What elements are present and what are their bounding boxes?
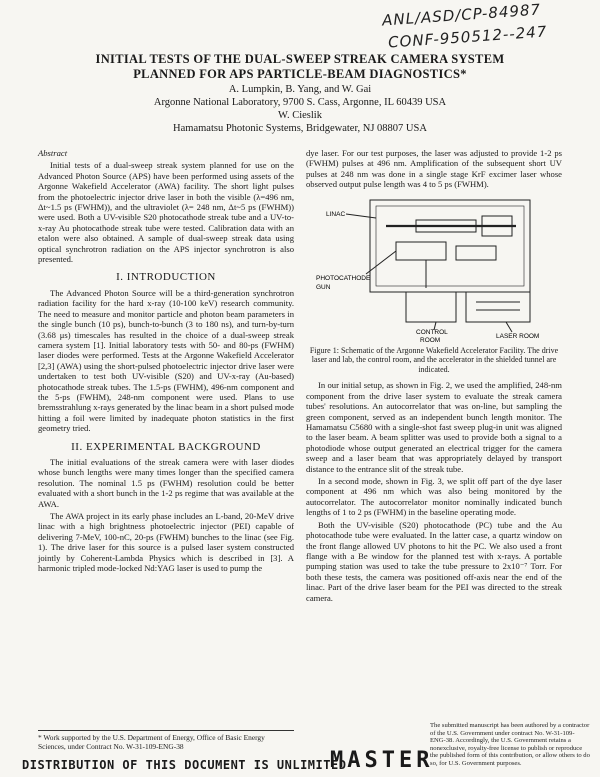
affiliation-hamamatsu: Hamamatsu Photonic Systems, Bridgewater, NJ 08807 USA bbox=[173, 123, 427, 134]
right-paragraph-1: dye laser. For our test purposes, the laser was adjusted to provide 1-2 ps (FWHM) pulses at 496 nm. Amplification of the subsequent short UV pulses at 248 nm was done in a single stage KrF excimer laser whose observed output pulse length was 4 to 5 ps (FWHM). bbox=[306, 148, 562, 190]
experimental-paragraph-1: The initial evaluations of the streak camera were with laser diodes whose bunch lengths were many times longer than the specified camera resolution. The nominal 1.5 ps (FWHM) resolution could be better evaluated with a short bunch in the 1-2 ps regime that was available at the AWA. bbox=[38, 456, 294, 509]
label-room: ROOM bbox=[420, 336, 441, 344]
label-gun: GUN bbox=[316, 283, 331, 291]
figure-1-schematic bbox=[306, 196, 562, 344]
distribution-stamp: DISTRIBUTION OF THIS DOCUMENT IS UNLIMITED bbox=[22, 758, 347, 772]
laser-room-box bbox=[466, 292, 530, 322]
affiliation-anl: Argonne National Laboratory, 9700 S. Cass, Argonne, IL 60439 USA bbox=[153, 97, 447, 108]
abstract-text: Initial tests of a dual-sweep streak system planned for use on the Advanced Photon Source (APS) have been performed using assets of the Argonne Wakefield Accelerator (AWA) facility. The short light pulses from the photoelectric injector drive laser in both the visible (λ=496 nm, Δt~1.5 ps (FWHM)), and the ultraviolet (λ= 248 nm, Δt~5 ps (FWHM)) were used. Both a UV-visible S20 photocathode streak tube and a UV-to-x-ray Au photocathode streak tube were tested. Calibration data with an etalon were also obtained. A sample of dual-sweep streak data using optical synchrotron radiation on the APS injector synchrotron is also presented. bbox=[38, 160, 294, 265]
control-room-box bbox=[406, 292, 456, 322]
facility-schematic-drawing bbox=[306, 196, 562, 344]
authors-hamamatsu: W. Cieslik bbox=[278, 110, 322, 121]
right-paragraph-3: In a second mode, shown in Fig. 3, we split off part of the dye laser component at 496 nm which was also being monitored by the autocorrelator. The autocorrelator monitor nominally indicated bunch lengths of 1 to 2 ps (FWHM) in the baseline operating mode. bbox=[306, 476, 562, 518]
government-license-notice: The submitted manuscript has been authored by a contractor of the U.S. Government under contract No. W-31-109-ENG-38. Accordingly, the U.S. Government retains a nonexclusive, royalty-free license to publish or reproduce the published form of this contribution, or allow others to do so, for U.S. Government purposes. bbox=[430, 722, 590, 767]
label-laser-room: LASER ROOM bbox=[496, 332, 540, 340]
section-heading-experimental: II. EXPERIMENTAL BACKGROUND bbox=[71, 440, 261, 453]
authors-anl: A. Lumpkin, B. Yang, and W. Gai bbox=[228, 84, 372, 95]
section-heading-introduction: I. INTRODUCTION bbox=[116, 271, 216, 284]
footnote: * Work supported by the U.S. Department of Energy, Office of Basic Energy Sciences, under Contract No. W-31-109-ENG-38 bbox=[38, 730, 294, 751]
left-column bbox=[38, 148, 294, 575]
right-paragraph-4: Both the UV-visible (S20) photocathode (PC) tube and the Au photocathode tube were evaluated. In the latter case, a quartz window on the front flange allowed UV photons to hit the PC. We also used a front flange with a Be window for the planned test with x-rays. A portable pumping station was used to take the tube pressure to 2x10⁻⁷ Torr. For both these tests, the camera was positioned off-axis near the end of the linac. Part of the drive laser beam for the PEI was directed to the streak camera. bbox=[306, 519, 562, 603]
paper-title-line2: PLANNED FOR APS PARTICLE-BEAM DIAGNOSTICS* bbox=[133, 67, 467, 81]
master-stamp: MASTER bbox=[330, 748, 434, 773]
paper-title-line1: INITIAL TESTS OF THE DUAL-SWEEP STREAK CAMERA SYSTEM bbox=[95, 52, 505, 66]
introduction-text: The Advanced Photon Source will be a third-generation synchrotron radiation facility for the hard x-ray (10-100 keV) research community. The need to measure and monitor particle and photon beam parameters in the single bunch (10 ps), bunch-to-bunch (3 to 180 ns), and turn-by-turn (3.68 μs) timescales has resulted in the choice of a dual-sweep streak camera system [1]. Initial laboratory tests with 50- and 80-ps (FWHM) laser diodes were performed. Tests at the Argonne Wakefield Accelerator [2,3] (AWA) using the short-pulsed photoelectric injector drive laser were undertaken to test both UV-visible (S20) and UV-x-ray (Au-based) photocathode streak tubes. The 1.5-ps (FWHM), 496-nm component and the 5-ps (FWHM), 248-nm component were used. Plans to use bremsstrahlung x-rays generated by the linac beam in a short pulsed mode hitting a foil were limited by inadequate photon statistics in the first geometry tried. bbox=[38, 287, 294, 434]
figure-1-caption: Figure 1: Schematic of the Argonne Wakefield Accelerator Facility. The drive laser and lab, the control room, and the accelerator in the shielded tunnel are indicated. bbox=[309, 345, 559, 374]
label-control: CONTROL bbox=[416, 328, 448, 336]
handwritten-report-number: ANL/ASD/CP-84987 bbox=[381, 0, 542, 30]
label-photocathode: PHOTOCATHODE bbox=[316, 274, 371, 282]
tunnel-outline bbox=[370, 200, 530, 292]
abstract-heading: Abstract bbox=[38, 148, 68, 158]
experimental-paragraph-2: The AWA project in its early phase includes an L-band, 20-MeV drive linac with a high brightness photoelectric injector (PEI) capable of delivering 7-MeV, 100-nC, 20-ps (FWHM) bunches to the linac (see Fig. 1). The drive laser for this source is a pulsed laser system constructed jointly by Coherent-Lambda Physics which is described in [3]. A harmonic tripled mode-locked Nd:YAG laser is used to pump the bbox=[38, 511, 294, 574]
right-column bbox=[306, 148, 562, 605]
handwritten-conf-number: CONF-950512--247 bbox=[387, 22, 548, 52]
label-linac: LINAC bbox=[326, 210, 346, 218]
right-paragraph-2: In our initial setup, as shown in Fig. 2, we used the amplified, 248-nm component from the drive laser system to evaluate the streak camera tubes' resolutions. An autocorrelator that was on-line, but sampling the green component, served as an independent bunch length monitor. The Hamamatsu C5680 with a single-shot fast sweep plug-in unit was aligned to the laser beam. A beam splitter was used to provide both a signal to a photodiode whose output generated an electrical trigger for the camera sweep and a laser beam that was appropriately delayed by transport distance to the entrance slit of the streak tube. bbox=[306, 380, 562, 474]
